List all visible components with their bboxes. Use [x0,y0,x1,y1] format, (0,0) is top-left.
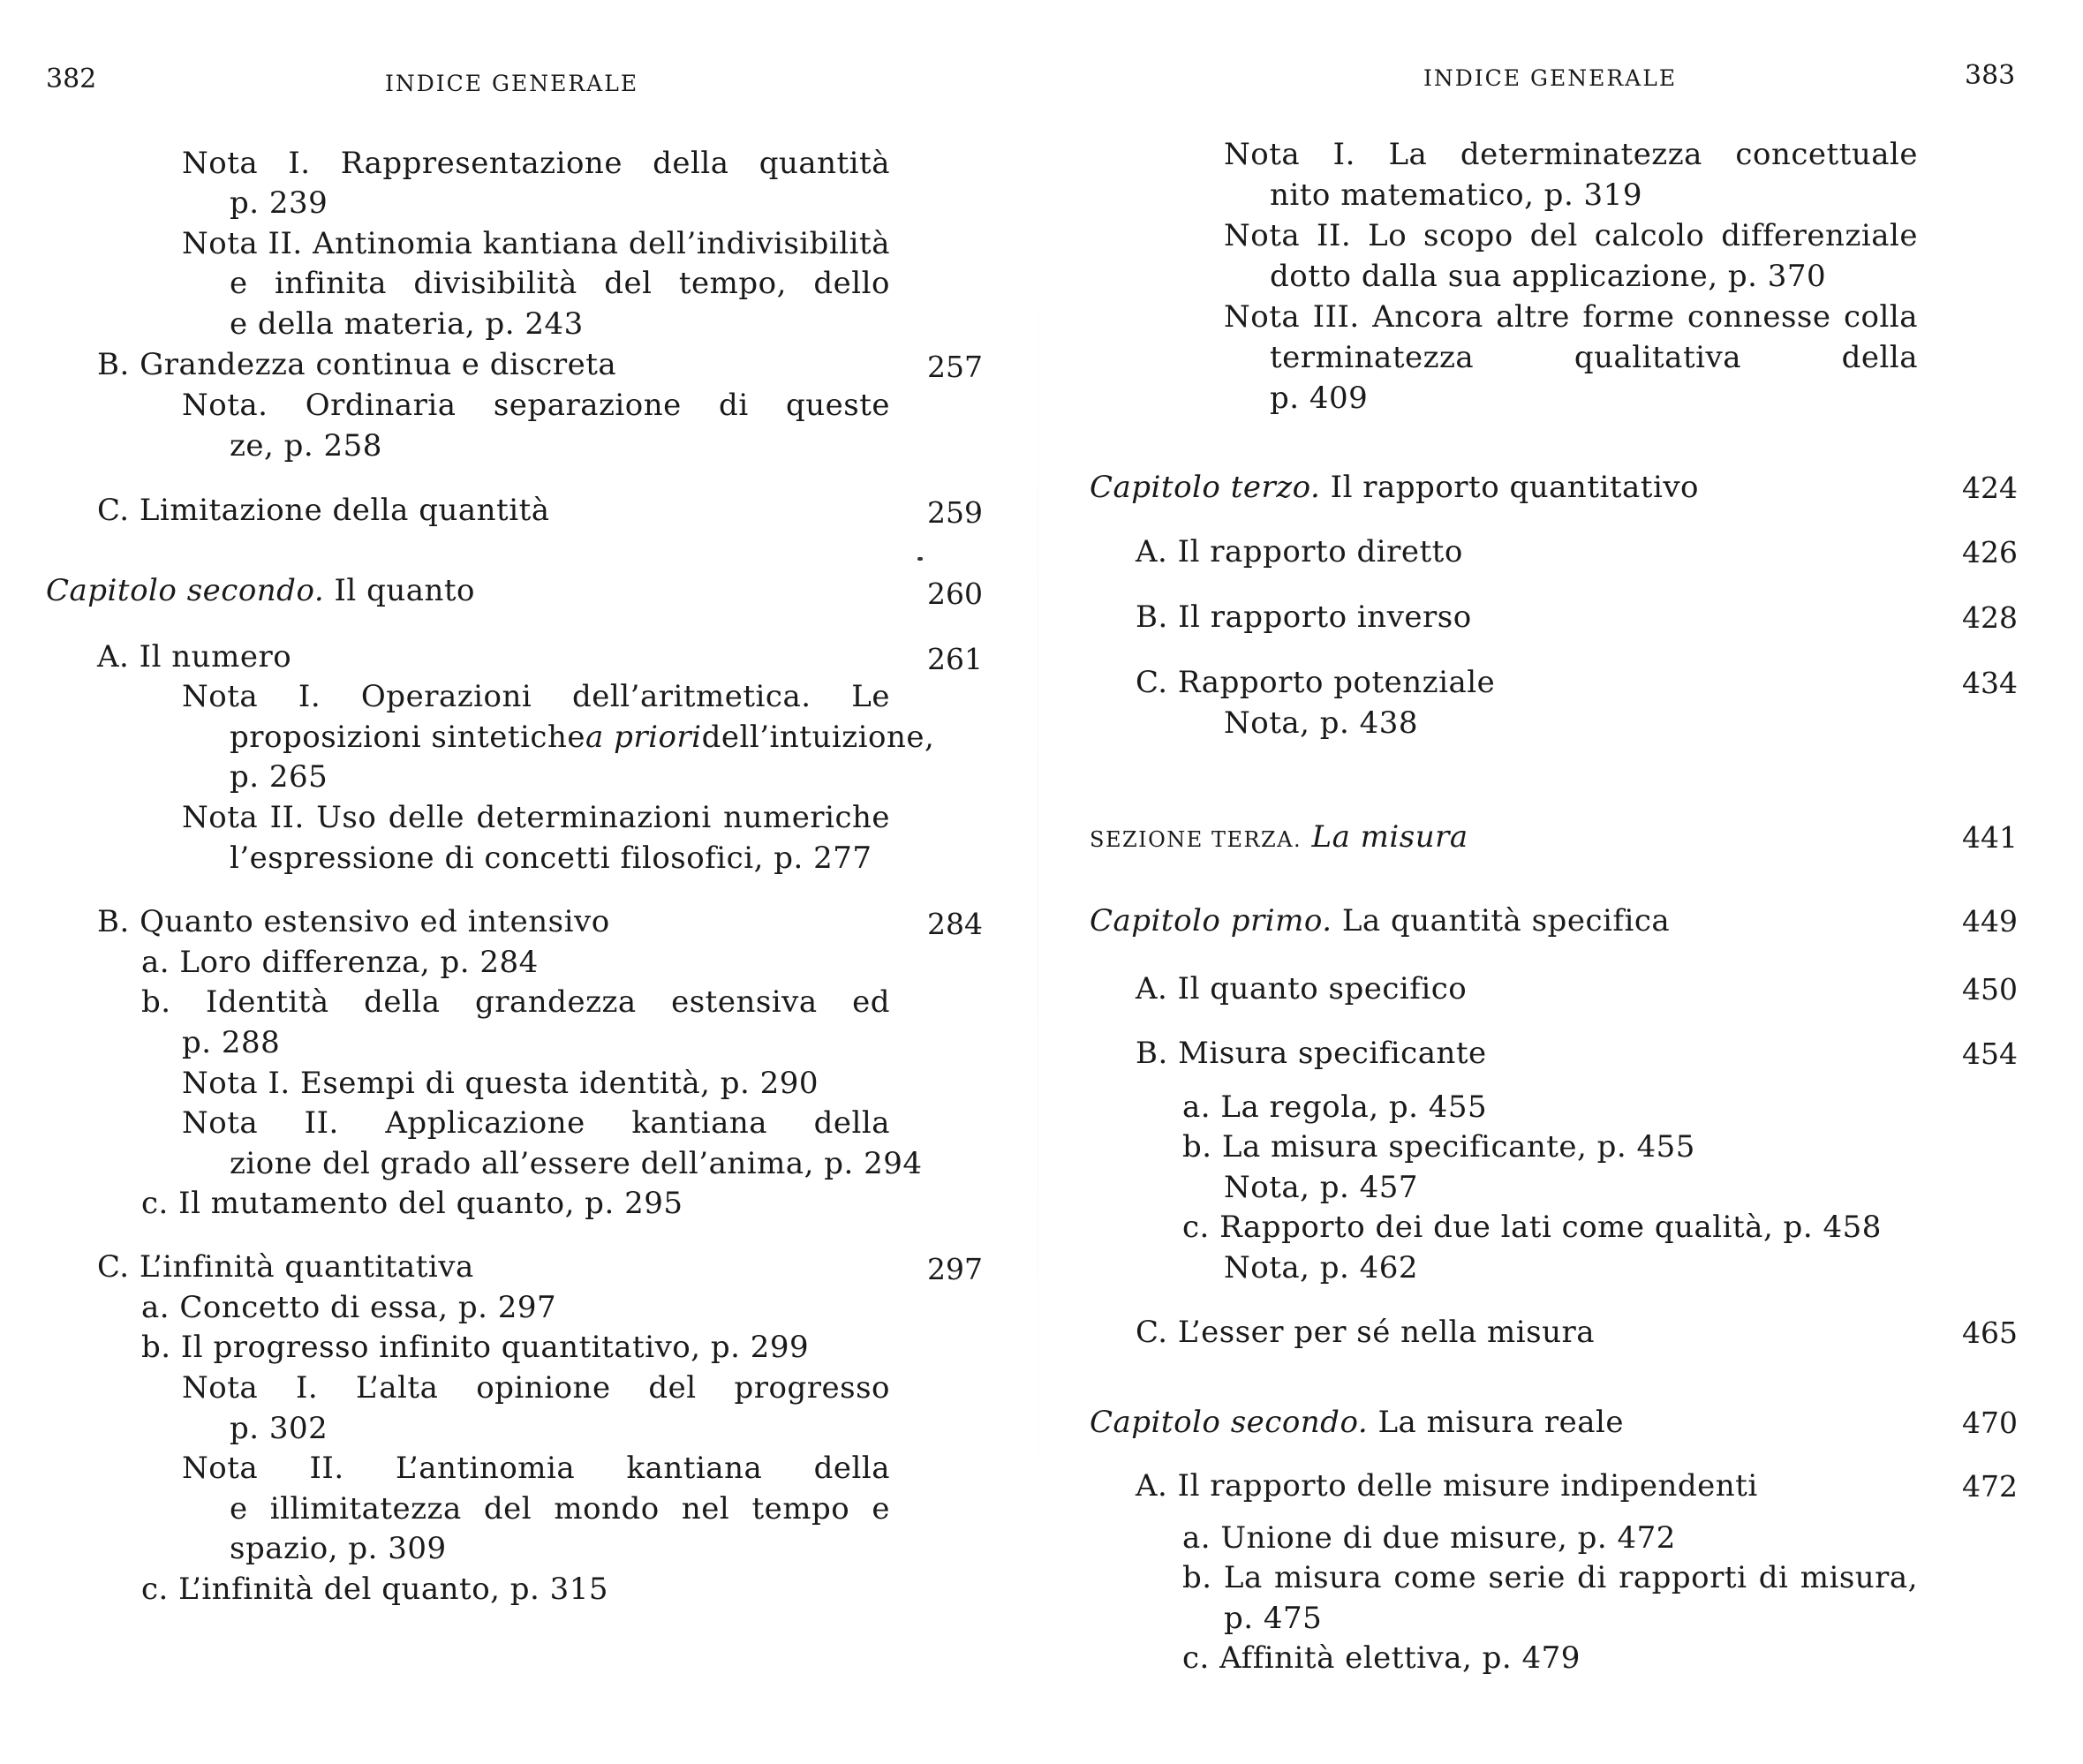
toc-line: e della materia, p. 243 [230,306,584,342]
toc-page-ref: 449 [1962,904,2018,939]
toc-line: p. 475 [1224,1601,1323,1636]
right-page [1038,0,2083,1764]
chapter-label: Capitolo terzo. [1090,470,1321,505]
toc-italic-text: a priori [585,720,702,755]
toc-line: p. 265 [230,759,328,795]
toc-page-ref: 260 [927,577,983,611]
toc-entry: B. Il rapporto inverso [1136,599,1472,635]
toc-entry: C. Rapporto potenziale [1136,665,1496,700]
toc-entry: A. Il rapporto diretto [1136,534,1463,569]
toc-page-ref: 257 [927,350,983,384]
toc-entry: C. L’esser per sé nella misura [1136,1315,1596,1350]
chapter-heading [1090,1403,1624,1443]
toc-line: nito matematico, p. 319 [1270,177,1642,213]
toc-line: a. La regola, p. 455 [1182,1089,1488,1125]
toc-page-ref: 450 [1962,972,2018,1006]
toc-line [230,718,935,758]
toc-line: Nota II. L’antinomia kantiana della [182,1451,890,1486]
toc-line: Nota. Ordinaria separazione di queste [182,388,890,423]
toc-line: e illimitatezza del mondo nel tempo e [230,1491,890,1527]
toc-line: Nota I. Rappresentazione della quantità [182,146,890,181]
toc-page-ref: 424 [1962,471,2018,505]
toc-page-ref: 454 [1962,1037,2018,1071]
toc-line: terminatezza qualitativa della [1270,340,1918,375]
toc-line: Nota I. L’alta opinione del progresso [182,1370,890,1406]
toc-line: b. Identità della grandezza estensiva ed [141,984,890,1020]
toc-line: c. Il mutamento del quanto, p. 295 [141,1186,683,1221]
toc-page-ref: 297 [927,1252,983,1286]
running-header: INDICE GENERALE [1423,65,1678,91]
toc-line: Nota II. Uso delle determinazioni numeriche [182,800,890,835]
chapter-label: Capitolo secondo. [46,573,325,608]
toc-page-ref: 261 [927,642,983,676]
chapter-label: Capitolo secondo. [1090,1405,1369,1440]
toc-line: p. 288 [182,1025,281,1060]
toc-line: b. La misura come serie di rapporti di misura, [1182,1560,1918,1595]
toc-page-ref: 428 [1962,600,2018,635]
page-number: 383 [1965,60,2016,91]
running-header: INDICE GENERALE [385,71,639,96]
chapter-label: Capitolo primo. [1090,903,1332,939]
toc-page-ref: 441 [1962,820,2018,855]
toc-line: Nota II. Antinomia kantiana dell’indivisibilità [182,226,890,261]
page-number: 382 [46,64,97,94]
toc-page-ref: 434 [1962,666,2018,700]
toc-line: dotto dalla sua applicazione, p. 370 [1270,259,1827,294]
toc-line: zione del grado all’essere dell’anima, p. 294 [230,1146,923,1181]
toc-entry: C. Limitazione della quantità [97,493,550,528]
toc-page-ref: 284 [927,907,983,941]
toc-line: l’espressione di concetti filosofici, p. 277 [230,841,872,876]
toc-line: Nota, p. 457 [1224,1170,1419,1205]
toc-line: c. Affinità elettiva, p. 479 [1182,1640,1581,1676]
toc-line: p. 409 [1270,381,1369,416]
chapter-title: La misura reale [1377,1405,1625,1440]
toc-page-ref: 426 [1962,535,2018,569]
toc-entry: A. Il numero [97,639,292,675]
toc-line: Nota, p. 438 [1224,705,1419,741]
toc-line: a. Loro differenza, p. 284 [141,945,539,980]
toc-line: b. La misura specificante, p. 455 [1182,1129,1695,1165]
toc-line: a. Concetto di essa, p. 297 [141,1290,557,1325]
chapter-heading [46,571,475,611]
toc-page-ref: 465 [1962,1315,2018,1350]
toc-entry: B. Quanto estensivo ed intensivo [97,904,610,939]
toc-entry: B. Misura specificante [1136,1036,1487,1071]
toc-line: c. Rapporto dei due lati come qualità, p. 458 [1182,1210,1882,1245]
toc-line: p. 302 [230,1411,328,1446]
toc-line: spazio, p. 309 [230,1531,447,1566]
toc-line: Nota I. La determinatezza concettuale [1224,137,1918,172]
chapter-title: La quantità specifica [1341,903,1671,939]
toc-page-ref: 259 [927,495,983,530]
toc-entry: A. Il quanto specifico [1136,971,1468,1006]
section-heading [1090,818,1468,860]
toc-line: Nota I. Esempi di questa identità, p. 290 [182,1066,819,1101]
toc-line: b. Il progresso infinito quantitativo, p. 299 [141,1330,810,1365]
toc-line: Nota II. Applicazione kantiana della [182,1105,890,1141]
section-title: La misura [1311,819,1468,855]
chapter-heading [1090,901,1670,941]
toc-page-ref: 470 [1962,1406,2018,1440]
toc-line: a. Unione di due misure, p. 472 [1182,1520,1676,1556]
toc-line: e infinita divisibilità del tempo, dello [230,266,890,301]
toc-entry: A. Il rapporto delle misure indipendenti [1136,1468,1758,1504]
toc-line: ze, p. 258 [230,428,382,464]
toc-entry: C. L’infinità quantitativa [97,1249,474,1285]
section-label: SEZIONE TERZA. [1090,827,1302,852]
chapter-title: Il quanto [334,573,476,608]
chapter-title: Il rapporto quantitativo [1330,470,1699,505]
toc-page-ref: 472 [1962,1469,2018,1504]
toc-line: Nota I. Operazioni dell’aritmetica. Le [182,679,890,714]
toc-entry: B. Grandezza continua e discreta [97,347,617,382]
toc-line: c. L’infinità del quanto, p. 315 [141,1572,609,1607]
toc-line: Nota II. Lo scopo del calcolo differenziale [1224,218,1918,253]
left-page [0,0,1038,1764]
toc-line: Nota, p. 462 [1224,1250,1419,1285]
ink-speck [917,557,923,561]
toc-text: proposizioni sintetiche [230,720,585,755]
toc-text: dell’intuizione, [701,720,935,755]
chapter-heading [1090,468,1699,508]
toc-line: Nota III. Ancora altre forme connesse colla [1224,299,1918,335]
toc-line: p. 239 [230,185,328,221]
